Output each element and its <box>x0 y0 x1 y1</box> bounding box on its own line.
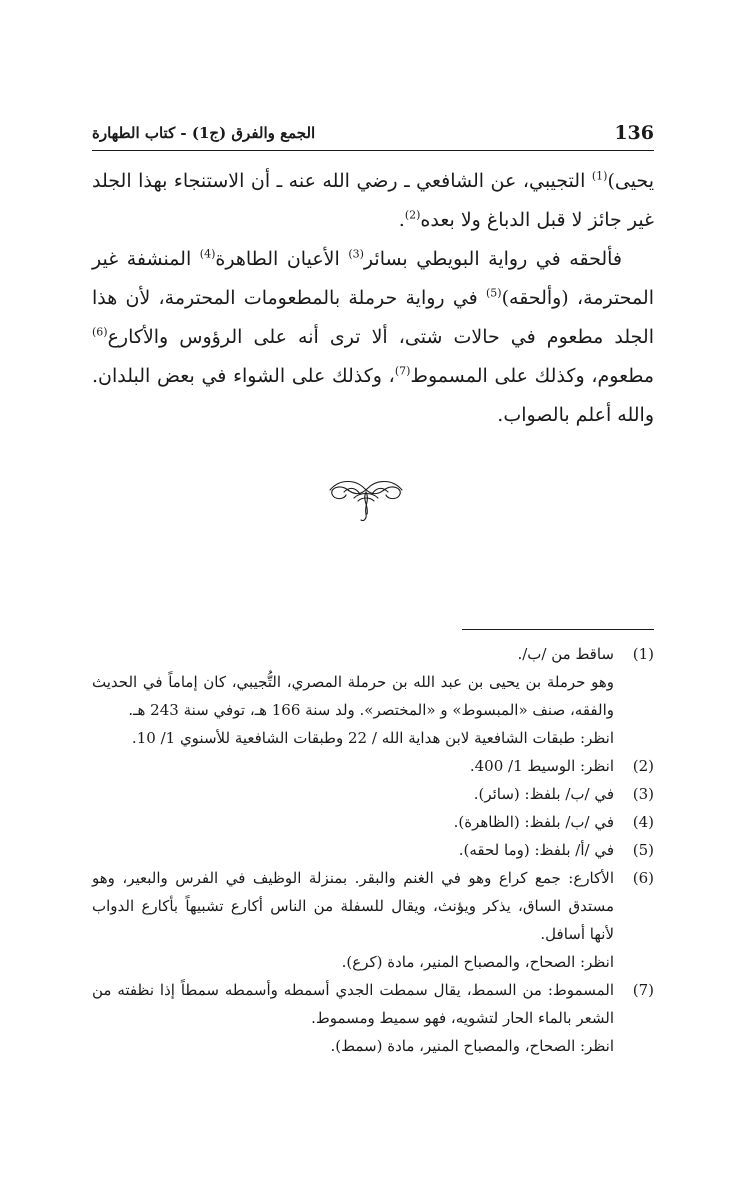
footnote-ref-6: (6) <box>92 325 108 339</box>
footnote-text: في /ب/ بلفظ: (سائر). <box>473 785 614 803</box>
footnote-4 <box>92 808 654 836</box>
footnote-number: (5) <box>632 841 654 859</box>
footnote-number: (1) <box>632 645 654 663</box>
footnote-number: (6) <box>632 869 654 887</box>
footnote-ref-4: (4) <box>199 247 216 261</box>
footnote-text: انظر: الوسيط 1/ 400. <box>469 757 614 775</box>
footnote-ref-3: (3) <box>348 247 364 261</box>
footnote-number: (4) <box>632 813 654 831</box>
footnote-text: في /ب/ بلفظ: (الظاهرة). <box>453 813 614 831</box>
footnote-number: (2) <box>632 757 654 775</box>
footnote-ref-5: (5) <box>486 286 502 300</box>
footnote-6 <box>92 864 654 976</box>
footnote-text: انظر: طبقات الشافعية لابن هداية الله / 22 وطبقات الشافعية للأسنوي 1/ 10. <box>131 729 614 747</box>
footnotes <box>92 640 654 1060</box>
floral-ornament-icon <box>326 470 406 526</box>
main-text <box>92 162 654 435</box>
page-header <box>92 118 654 151</box>
footnote-text: انظر: الصحاح، والمصباح المنير، مادة (سمط). <box>330 1037 614 1055</box>
footnote-ref-7: (7) <box>394 364 411 378</box>
footnote-ref-2: (2) <box>404 208 421 222</box>
footnote-text: انظر: الصحاح، والمصباح المنير، مادة (كرع). <box>341 953 614 971</box>
footnote-3 <box>92 780 654 808</box>
footnote-text: وهو حرملة بن يحيى بن عبد الله بن حرملة المصري، التُّجيبي، كان إماماً في الحديث والفقه، صنف «المبسوط» و «المختصر». ولد سنة 166 هـ، توفي سنة 243 هـ. <box>92 673 614 719</box>
page-number: 136 <box>614 122 654 144</box>
running-title: الجمع والفرق (ج1) - كتاب الطهارة <box>92 124 316 142</box>
footnote-ref-1: (1) <box>591 169 608 183</box>
footnote-2 <box>92 752 654 780</box>
footnote-text: في /أ/ بلفظ: (وما لحقه). <box>458 841 614 859</box>
footnote-7 <box>92 976 654 1060</box>
footnote-number: (7) <box>632 981 654 999</box>
footnote-5 <box>92 836 654 864</box>
footnote-text: الأكارع: جمع كراع وهو في الغنم والبقر. بمنزلة الوظيف في الفرس والبعير، وهو مستدق الساق، يذكر ويؤنث، ويقال للسفلة من الناس أكارع تشبيهاً بأكارع الدواب لأنها أسافل. <box>92 869 614 943</box>
footnote-number: (3) <box>632 785 654 803</box>
paragraph-1: يحيى)$^{(1)}$ التجيبي، عن الشافعي ـ رضي الله عنه ـ أن الاستنجاء بهذا الجلد غير جائز لا قبل الدباغ ولا بعده$^{(2)}$. <box>92 169 654 231</box>
paragraph-2: فألحقه في رواية البويطي بسائر$^{(3)}$ الأعيان الطاهرة$^{(4)}$ المنشفة غير المحترمة، (وألحقه)$^{(5)}$ في رواية حرملة بالمطعومات المحترمة، لأن هذا الجلد مطعوم في حالات شتى، ألا ترى أنه على الرؤوس والأكارع$^{(6)}$ مطعوم، وكذلك على المسموط$^{(7)}$، وكذلك على الشواء في بعض البلدان. والله أعلم بالصواب. <box>92 247 655 426</box>
footnote-separator <box>462 629 654 630</box>
footnote-text: ساقط من /ب/. <box>517 645 614 663</box>
footnote-1 <box>92 640 654 752</box>
footnote-text: المسموط: من السمط، يقال سمطت الجدي أسمطه وأسمطه سمطاً إذا نظفته من الشعر بالماء الحار لتشويه، فهو سميط ومسموط. <box>92 981 614 1027</box>
